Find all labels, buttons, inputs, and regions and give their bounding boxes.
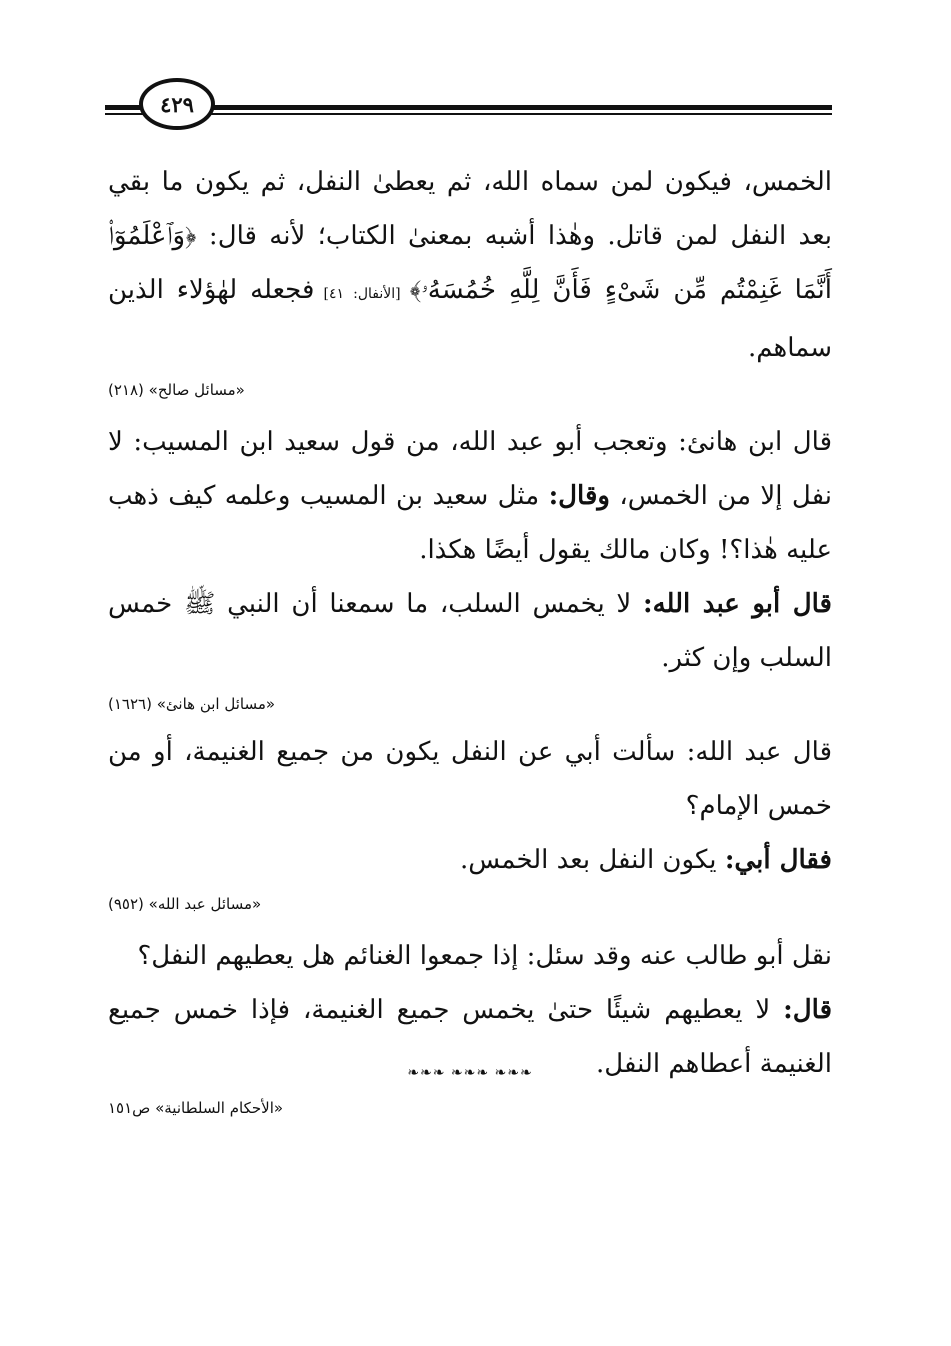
paragraph [108,577,832,685]
speaker-label: قال: [783,995,832,1025]
speaker-label: وقال: [548,481,610,511]
page-header [105,78,832,130]
paragraph-text: نقل أبو طالب عنه وقد سئل: إذا جمعوا الغنائم هل يعطيهم النفل؟ [137,941,832,971]
paragraph-text: يكون النفل بعد الخمس. [460,845,725,875]
paragraph-text: قال ابن هانئ: وتعجب أبو عبد الله، من قول سعيد ابن المسيب: لا نفل إلا من الخمس، [108,427,832,511]
page-body [108,155,832,1119]
paragraph [108,833,832,887]
page-number: ٤٢٩ [139,78,215,130]
source-citation: «الأحكام السلطانية» ص١٥١ [108,1099,284,1117]
source-citation: «مسائل صالح» (٢١٨) [108,381,245,399]
paragraph [108,725,832,833]
paragraph-text: قال عبد الله: سألت أبي عن النفل يكون من جميع الغنيمة، أو من خمس الإمام؟ [108,737,832,821]
quran-verse: ﴿وَٱعْلَمُوٓا۟ أَنَّمَا غَنِمْتُم مِّن شَىْءٍ فَأَنَّ لِلَّهِ خُمُسَهُۥ﴾ [108,221,832,305]
paragraph [108,929,832,983]
paragraph [108,155,832,375]
speaker-label: قال أبو عبد الله: [642,589,832,619]
paragraph-text: لا يخمس السلب، ما سمعنا أن النبي ﷺ خمس السلب وإن كثر. [108,589,832,673]
paragraph-text: مثل سعيد بن المسيب وعلمه كيف ذهب عليه هٰذا؟! وكان مالك يقول أيضًا هكذا. [108,481,832,565]
header-rule-thin [105,113,832,115]
paragraph [108,415,832,577]
source-citation: «مسائل ابن هانئ» (١٦٢٦) [108,695,276,713]
speaker-label: فقال أبي: [724,845,832,875]
paragraph-text: فجعله لهٰؤلاء الذين سماهم. [108,275,832,363]
source-citation: «مسائل عبد الله» (٩٥٢) [108,895,262,913]
verse-reference: [الأنفال: ٤١] [314,286,410,302]
end-ornament: ❧❧❧ ❧❧❧ ❧❧❧ [407,1065,533,1081]
paragraph-text: لا يعطيهم شيئًا حتىٰ يخمس جميع الغنيمة، فإذا خمس جميع الغنيمة أعطاهم النفل. [108,995,832,1079]
paragraph-text: الخمس، فيكون لمن سماه الله، ثم يعطىٰ النفل، ثم يكون ما بقي بعد النفل لمن قاتل. وهٰذا أشبه بمعنىٰ الكتاب؛ لأنه قال: [108,167,832,251]
